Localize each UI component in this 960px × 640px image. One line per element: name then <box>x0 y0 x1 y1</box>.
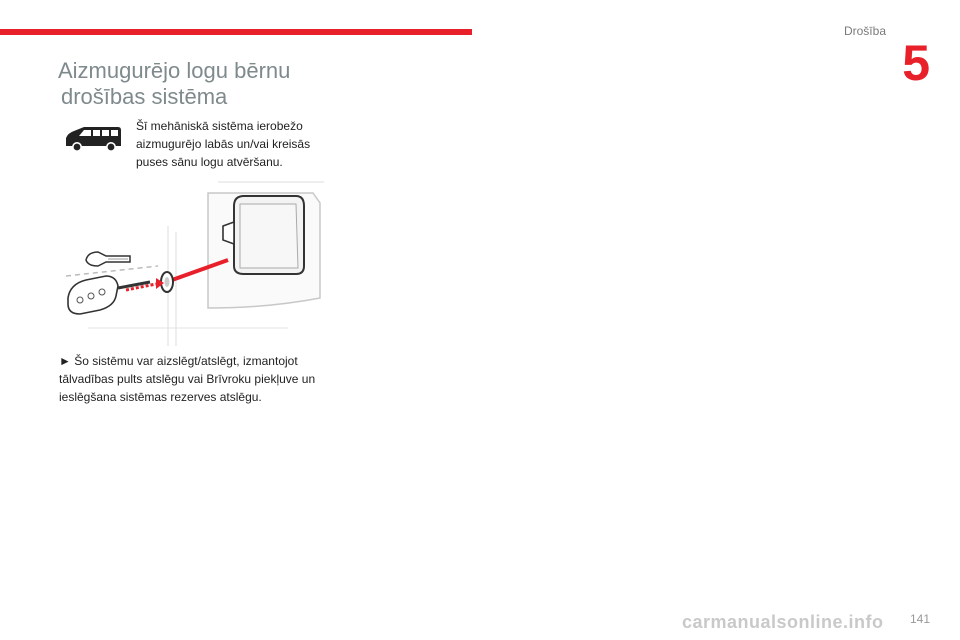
bullet-icon: ► <box>59 354 71 368</box>
description: Šī mehāniskā sistēma ierobežo aizmugurējo labās un/vai kreisās puses sānu logu atvēršanu. <box>136 119 311 169</box>
chapter-number: 5 <box>902 35 930 91</box>
van-side-icon <box>62 124 124 154</box>
watermark: carmanualsonline.info <box>682 612 884 632</box>
instruction-body: Šo sistēmu var aizslēgt/atslēgt, izmantojot tālvadības pults atslēgu vai Brīvroku piekļuve un ieslēgšana sistēmas rezerves atslēgu. <box>59 354 316 404</box>
title-line-1: Aizmugurējo logu bērnu <box>58 58 291 83</box>
key-lock-illustration <box>58 178 324 346</box>
remote-key-fob <box>68 276 118 314</box>
title-line-2: drošības sistēma <box>61 84 228 109</box>
chapter-color-bar <box>0 29 472 35</box>
page-title <box>58 58 290 110</box>
section-name: Drošība <box>843 24 886 38</box>
page-number: 141 <box>909 612 930 626</box>
instruction-text <box>59 352 329 406</box>
